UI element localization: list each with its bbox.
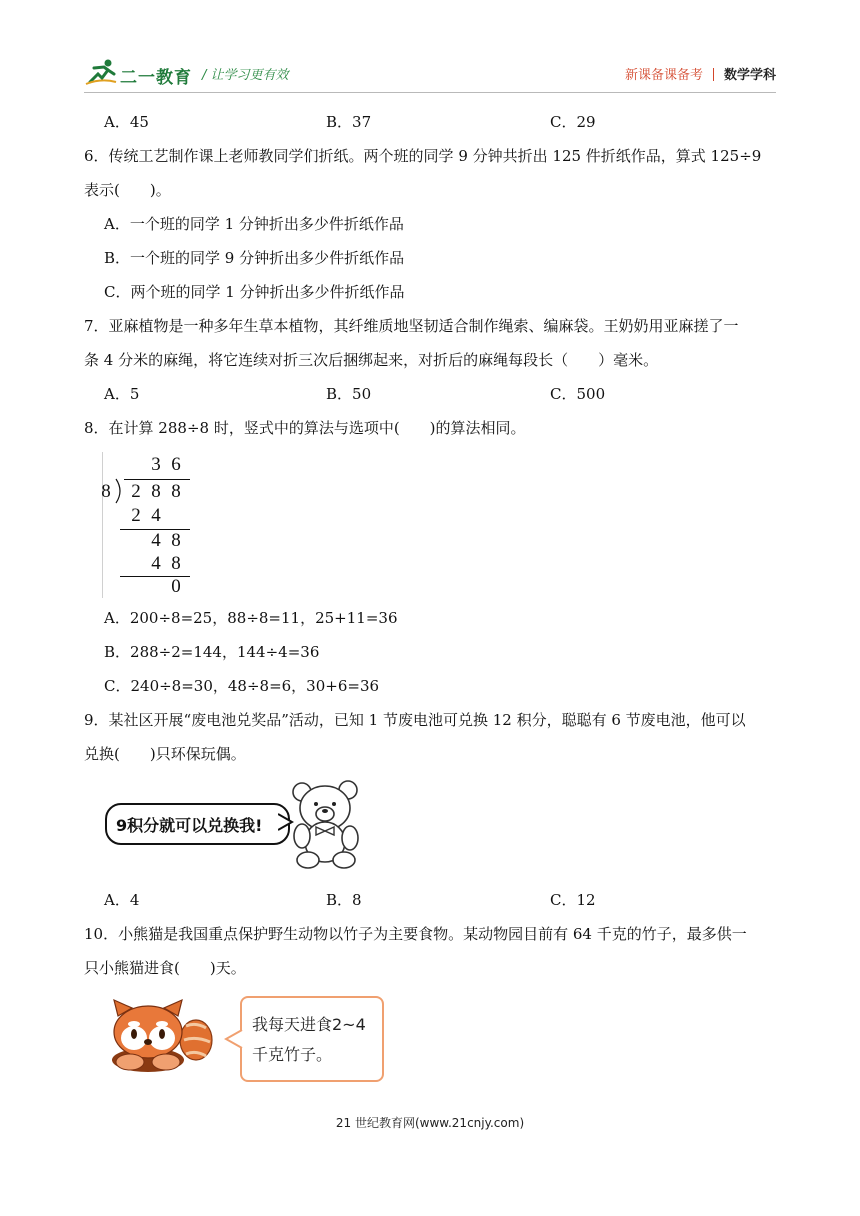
step2-digit: 8 [171, 530, 181, 551]
q10-stem-line2: 只小熊猫进食( )天。 [84, 959, 246, 977]
bubble-text-line1: 我每天进食2~4 [252, 1015, 366, 1034]
q7-stem-line1: 7．亚麻植物是一种多年生草本植物，其纤维质地坚韧适合制作绳索、编麻袋。王奶奶用亚麻搓了一 [84, 317, 739, 335]
q6-stem-line2: 表示( )。 [84, 181, 171, 199]
header-rule [84, 92, 776, 93]
q6-option-c: C．两个班的同学 1 分钟折出多少件折纸作品 [104, 283, 405, 301]
header-tags [625, 64, 776, 83]
dividend-digit: 8 [171, 481, 181, 502]
q7-option-c: C．500 [550, 385, 606, 403]
speech-bubble [240, 996, 384, 1082]
long-division-figure [100, 452, 200, 598]
q6-stem-line1: 6．传统工艺制作课上老师教同学们折纸。两个班的同学 9 分钟共折出 125 件折纸作品，算式 125÷9 [84, 147, 762, 165]
figure-border [102, 452, 103, 598]
q9-option-a: A．4 [104, 891, 140, 909]
quotient-digit: 3 [151, 454, 161, 475]
tag-divider [713, 68, 714, 81]
q5-option-a: A．45 [104, 113, 149, 131]
q9-stem-line2: 兑换( )只环保玩偶。 [84, 745, 246, 763]
step1-digit: 4 [151, 505, 161, 526]
divisor: 8 [101, 481, 111, 502]
page-footer: 21 世纪教育网(www.21cnjy.com) [335, 1116, 525, 1130]
q9-option-b: B．8 [326, 891, 362, 909]
q5-option-b: B．37 [326, 113, 372, 131]
q8-option-c: C．240÷8=30，48÷8=6，30+6=36 [104, 677, 380, 695]
bubble-text-line2: 千克竹子。 [252, 1045, 333, 1064]
q8-option-a: A．200÷8=25，88÷8=11，25+11=36 [104, 609, 398, 627]
q9-option-c: C．12 [550, 891, 596, 909]
page-header [84, 52, 776, 92]
step1-digit: 2 [131, 505, 141, 526]
teddy-bear-icon [288, 780, 364, 870]
q5-option-c: C．29 [550, 113, 596, 131]
remainder: 0 [171, 576, 181, 597]
division-bar [124, 479, 190, 480]
brand-name: 二一教育 [120, 68, 192, 88]
red-panda-icon [104, 998, 216, 1078]
quotient-digit: 6 [171, 454, 181, 475]
q8-stem: 8．在计算 288÷8 时，竖式中的算法与选项中( )的算法相同。 [84, 419, 526, 437]
bubble-tail-icon [224, 1028, 244, 1050]
dividend-digit: 8 [151, 481, 161, 502]
q6-option-b: B．一个班的同学 9 分钟折出多少件折纸作品 [104, 249, 405, 267]
slogan: / 让学习更有效 [202, 68, 289, 83]
q9-stem-line1: 9．某社区开展“废电池兑奖品”活动，已知 1 节废电池可兑换 12 积分，聪聪有 6 节废电池，他可以 [84, 711, 746, 729]
step3-digit: 8 [171, 553, 181, 574]
runner-logo-icon [84, 58, 118, 90]
q8-option-b: B．288÷2=144，144÷4=36 [104, 643, 320, 661]
step2-digit: 4 [151, 530, 161, 551]
q7-option-b: B．50 [326, 385, 372, 403]
q7-option-a: A．5 [104, 385, 140, 403]
step3-digit: 4 [151, 553, 161, 574]
tag-subject: 数学学科 [723, 68, 776, 83]
bubble-text: 9积分就可以兑换我! [116, 816, 263, 835]
q10-stem-line1: 10．小熊猫是我国重点保护野生动物以竹子为主要食物。某动物园目前有 64 千克的竹子，最多供一 [84, 925, 747, 943]
speech-bubble [105, 803, 290, 845]
tag-course: 新课备课备考 [624, 68, 703, 83]
q7-stem-line2: 条 4 分米的麻绳，将它连续对折三次后捆绑起来，对折后的麻绳每段长（ ）毫米。 [84, 351, 659, 369]
q6-option-a: A．一个班的同学 1 分钟折出多少件折纸作品 [104, 215, 404, 233]
dividend-digit: 2 [131, 481, 141, 502]
